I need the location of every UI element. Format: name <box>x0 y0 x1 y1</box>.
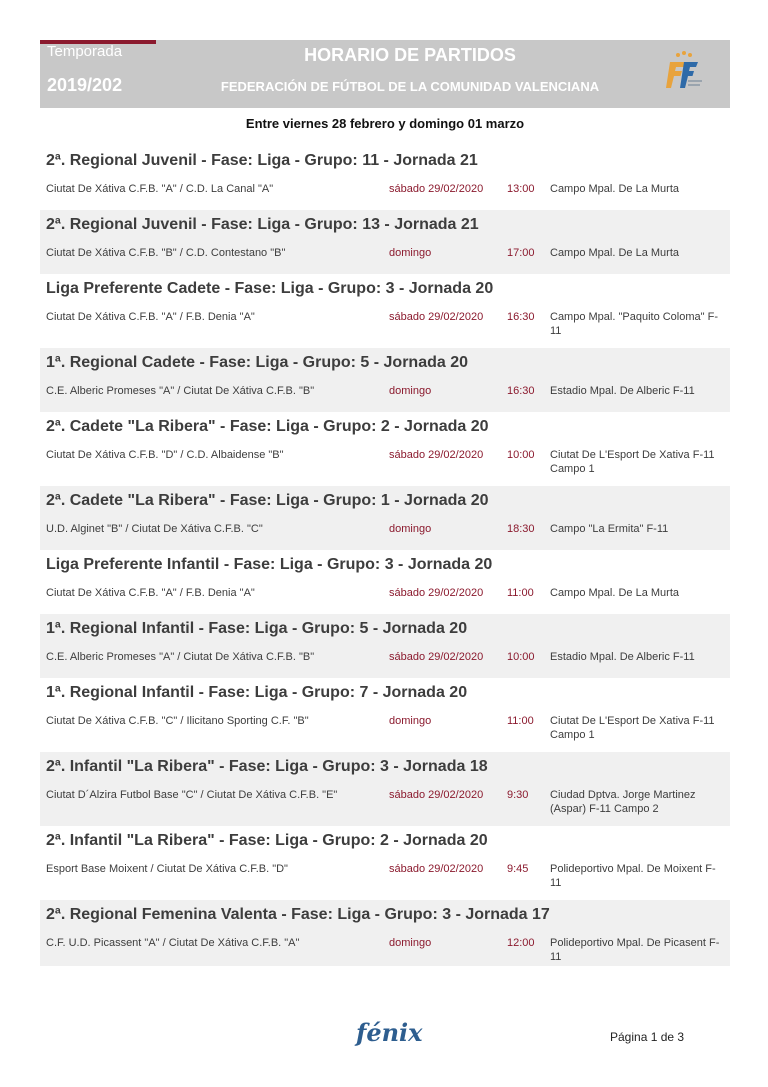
group-title: Liga Preferente Infantil - Fase: Liga - Grupo: 3 - Jornada 20 <box>46 556 493 573</box>
group-title: 2ª. Regional Juvenil - Fase: Liga - Grupo: 13 - Jornada 21 <box>46 216 479 233</box>
match-date: domingo <box>389 937 432 949</box>
match-group <box>40 614 730 678</box>
match-date: sábado 29/02/2020 <box>389 449 484 461</box>
match-venue: Campo Mpal. De La Murta <box>550 587 679 599</box>
group-title: 1ª. Regional Infantil - Fase: Liga - Grupo: 7 - Jornada 20 <box>46 684 468 701</box>
match-time: 18:30 <box>507 523 535 535</box>
group-title: 1ª. Regional Cadete - Fase: Liga - Grupo: 5 - Jornada 20 <box>46 354 469 371</box>
match-date: domingo <box>389 523 432 535</box>
group-title: 2ª. Cadete "La Ribera" - Fase: Liga - Grupo: 2 - Jornada 20 <box>46 418 489 435</box>
page-number: Página 1 de 3 <box>610 1030 685 1044</box>
match-venue: Estadio Mpal. De Alberic F-11 <box>550 651 695 663</box>
match-venue: Polideportivo Mpal. De Picasent F-11 <box>550 937 720 963</box>
match-group <box>40 146 730 210</box>
page-title: HORARIO DE PARTIDOS <box>304 45 516 65</box>
ffcv-logo-icon <box>664 50 704 98</box>
match-teams: Ciutat D´Alzira Futbol Base "C" / Ciutat De Xátiva C.F.B. "E" <box>46 789 338 801</box>
match-group <box>40 486 730 550</box>
match-group <box>40 826 730 900</box>
match-date: domingo <box>389 385 432 397</box>
match-date: sábado 29/02/2020 <box>389 183 484 195</box>
match-venue: Campo "La Ermita" F-11 <box>550 523 669 535</box>
match-venue: Campo Mpal. De La Murta <box>550 247 679 259</box>
group-title: 2ª. Regional Juvenil - Fase: Liga - Grupo: 11 - Jornada 21 <box>46 152 478 169</box>
match-group <box>40 348 730 412</box>
match-time: 16:30 <box>507 385 535 397</box>
match-time: 16:30 <box>507 311 535 323</box>
match-group <box>40 274 730 348</box>
match-teams: Ciutat De Xátiva C.F.B. "A" / F.B. Denia "A" <box>46 587 255 599</box>
match-teams: Ciutat De Xátiva C.F.B. "C" / Ilicitano Sporting C.F. "B" <box>46 715 309 727</box>
group-title: 2ª. Regional Femenina Valenta - Fase: Liga - Grupo: 3 - Jornada 17 <box>46 906 550 923</box>
group-title: 2ª. Cadete "La Ribera" - Fase: Liga - Grupo: 1 - Jornada 20 <box>46 492 489 509</box>
match-group <box>40 678 730 752</box>
match-time: 10:00 <box>507 449 535 461</box>
group-title: 1ª. Regional Infantil - Fase: Liga - Grupo: 5 - Jornada 20 <box>46 620 468 637</box>
match-teams: Esport Base Moixent / Ciutat De Xátiva C.F.B. "D" <box>46 863 288 875</box>
footer-brand: fénix <box>356 1018 423 1047</box>
match-time: 17:00 <box>507 247 535 259</box>
match-time: 9:45 <box>507 863 529 875</box>
match-teams: C.E. Alberic Promeses "A" / Ciutat De Xátiva C.F.B. "B" <box>46 651 315 663</box>
match-venue: Polideportivo Mpal. De Moixent F-11 <box>550 863 716 889</box>
group-title: 2ª. Infantil "La Ribera" - Fase: Liga - Grupo: 2 - Jornada 20 <box>46 832 488 849</box>
match-date: domingo <box>389 247 432 259</box>
group-title: 2ª. Infantil "La Ribera" - Fase: Liga - Grupo: 3 - Jornada 18 <box>46 758 488 775</box>
match-teams: C.F. U.D. Picassent "A" / Ciutat De Xátiva C.F.B. "A" <box>46 937 300 949</box>
match-teams: Ciutat De Xátiva C.F.B. "A" / F.B. Denia "A" <box>46 311 255 323</box>
match-venue: Estadio Mpal. De Alberic F-11 <box>550 385 695 397</box>
match-group <box>40 210 730 274</box>
match-group <box>40 900 730 966</box>
season-label: Temporada <box>47 43 123 60</box>
season-value: 2019/202 <box>47 75 123 95</box>
match-group <box>40 550 730 614</box>
match-time: 10:00 <box>507 651 535 663</box>
match-venue: Ciudad Dptva. Jorge Martinez (Aspar) F-11 Campo 2 <box>550 789 696 815</box>
match-group <box>40 412 730 486</box>
page-subtitle: FEDERACIÓN DE FÚTBOL DE LA COMUNIDAD VALENCIANA <box>220 79 600 94</box>
match-teams: U.D. Alginet "B" / Ciutat De Xátiva C.F.B. "C" <box>46 523 263 535</box>
match-teams: Ciutat De Xátiva C.F.B. "B" / C.D. Contestano "B" <box>46 247 286 259</box>
match-date: domingo <box>389 715 432 727</box>
match-venue: Ciutat De L'Esport De Xativa F-11 Campo 1 <box>550 449 715 475</box>
match-date: sábado 29/02/2020 <box>389 651 484 663</box>
match-teams: Ciutat De Xátiva C.F.B. "D" / C.D. Albaidense "B" <box>46 449 284 461</box>
match-venue: Campo Mpal. "Paquito Coloma" F-11 <box>550 311 718 337</box>
date-range: Entre viernes 28 febrero y domingo 01 marzo <box>245 116 525 131</box>
match-date: sábado 29/02/2020 <box>389 863 484 875</box>
match-time: 13:00 <box>507 183 535 195</box>
match-teams: Ciutat De Xátiva C.F.B. "A" / C.D. La Canal "A" <box>46 183 274 195</box>
match-venue: Ciutat De L'Esport De Xativa F-11 Campo 1 <box>550 715 715 741</box>
group-title: Liga Preferente Cadete - Fase: Liga - Grupo: 3 - Jornada 20 <box>46 280 494 297</box>
match-date: sábado 29/02/2020 <box>389 789 484 801</box>
match-venue: Campo Mpal. De La Murta <box>550 183 679 195</box>
match-date: sábado 29/02/2020 <box>389 311 484 323</box>
match-date: sábado 29/02/2020 <box>389 587 484 599</box>
match-time: 9:30 <box>507 789 529 801</box>
match-time: 11:00 <box>507 715 534 727</box>
match-group <box>40 752 730 826</box>
match-time: 11:00 <box>507 587 534 599</box>
match-teams: C.E. Alberic Promeses "A" / Ciutat De Xátiva C.F.B. "B" <box>46 385 315 397</box>
match-time: 12:00 <box>507 937 535 949</box>
